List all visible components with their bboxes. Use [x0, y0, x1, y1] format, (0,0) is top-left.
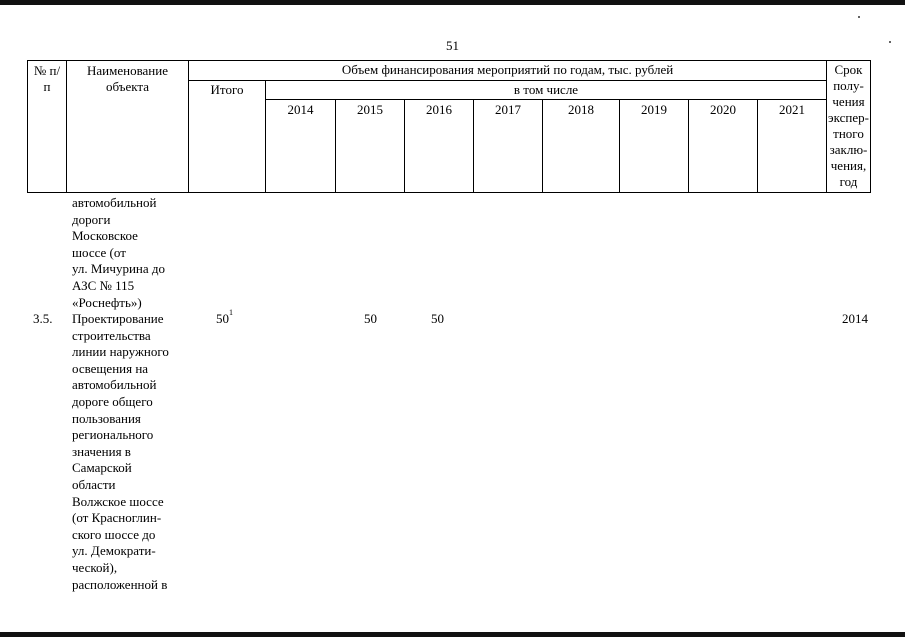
year-label: 2017 [495, 102, 521, 117]
continuation-name [72, 195, 190, 311]
year-label: 2020 [710, 102, 736, 117]
name-line: строительства [72, 327, 151, 343]
name-line: значения в [72, 443, 131, 459]
name-line: дороги [72, 211, 111, 227]
year-2015 [336, 100, 405, 193]
header-num-label: № п/п [33, 63, 61, 94]
deadline-line: чения [832, 94, 865, 109]
header-num [28, 61, 67, 193]
header-volume-label: Объем финансирования мероприятий по годам, тыс. рублей [341, 62, 674, 77]
header-name [67, 61, 189, 193]
year-label: 2016 [426, 102, 452, 117]
name-line: регионального [72, 427, 154, 443]
name-line: пользования [72, 410, 141, 426]
deadline-line: чения, [830, 158, 867, 173]
name-line: шоссе (от [72, 244, 126, 260]
name-line: Московское [72, 228, 138, 244]
name-line: линии наружного [72, 344, 169, 360]
footnote-marker: 1 [229, 308, 233, 317]
year-2018 [543, 100, 620, 193]
year-label: 2019 [641, 102, 667, 117]
name-line: Волжское шоссе [72, 493, 164, 509]
header-deadline [827, 61, 871, 193]
name-line: (от Красноглин- [72, 510, 162, 526]
name-line: автомобильной [72, 195, 157, 210]
deadline-line: Срок [834, 62, 863, 77]
row-total-value: 50 [216, 311, 229, 326]
deadline-line: год [839, 174, 858, 189]
funding-table [27, 60, 871, 193]
name-line: Самарской [72, 460, 132, 476]
header-including-label: в том числе [513, 82, 579, 97]
deadline-line: полу- [833, 78, 864, 93]
year-2020 [689, 100, 758, 193]
header-total-label: Итого [210, 82, 244, 97]
scan-speck [858, 16, 860, 18]
name-line: расположенной в [72, 576, 168, 592]
header-including [266, 81, 827, 100]
deadline-line: экспер- [828, 110, 869, 125]
year-2016 [405, 100, 474, 193]
name-line: дороге общего [72, 393, 153, 409]
row-total [216, 308, 233, 327]
page-top-rule [0, 0, 905, 5]
page-number: 51 [446, 38, 459, 53]
name-line: Проектирование [72, 311, 164, 326]
year-label: 2021 [779, 102, 805, 117]
name-line: «Роснефть») [72, 294, 142, 310]
header-deadline-label [827, 61, 870, 190]
name-line: автомобильной [72, 377, 157, 393]
name-line: АЗС № 115 [72, 277, 135, 293]
name-line: области [72, 476, 116, 492]
year-label: 2014 [287, 102, 314, 117]
row-deadline: 2014 [842, 311, 868, 326]
name-line: ского шоссе до [72, 526, 156, 542]
page-bottom-rule [0, 632, 905, 637]
row-number: 3.5. [33, 311, 53, 326]
year-label: 2018 [568, 102, 594, 117]
name-line: ул. Мичурина до [72, 261, 166, 277]
header-name-label: Наименование объекта [87, 63, 168, 94]
name-line: ческой), [72, 559, 118, 575]
header-volume [189, 61, 827, 81]
name-line: освещения на [72, 360, 149, 376]
row-value-2016: 50 [431, 311, 444, 326]
year-2014 [266, 100, 336, 193]
row-name [72, 311, 190, 593]
row-value-2015: 50 [364, 311, 377, 326]
name-line: ул. Демократи- [72, 543, 156, 559]
year-2019 [620, 100, 689, 193]
deadline-line: тного [833, 126, 864, 141]
year-2017 [474, 100, 543, 193]
year-label: 2015 [357, 102, 383, 117]
scan-speck [889, 41, 891, 43]
deadline-line: заклю- [829, 142, 868, 157]
header-total [189, 81, 266, 193]
year-2021 [758, 100, 827, 193]
